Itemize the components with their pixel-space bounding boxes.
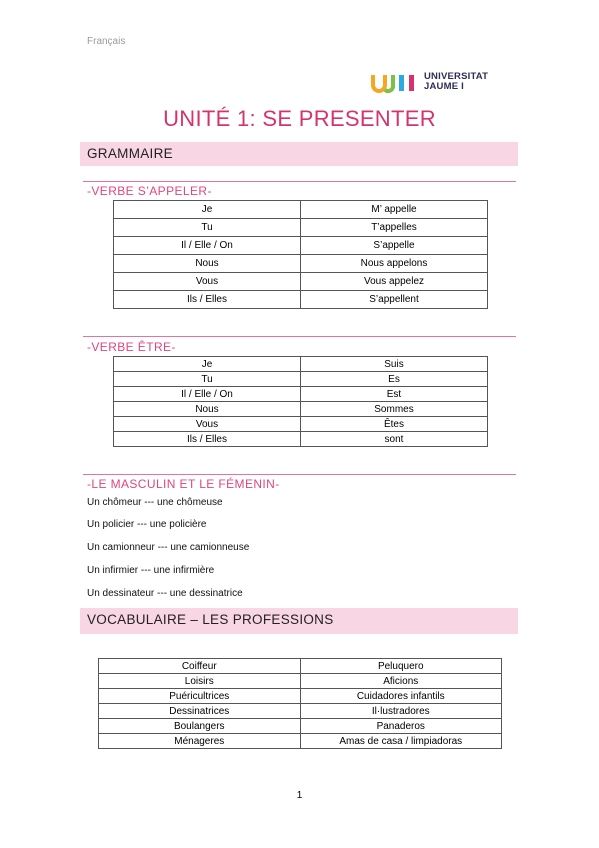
page-number: 1 — [296, 790, 303, 801]
etre-cell: Ils / Elles — [114, 432, 301, 447]
appeler-rule — [83, 181, 516, 182]
etre-row — [114, 417, 488, 432]
etre-row — [114, 402, 488, 417]
appeler-row — [114, 219, 488, 237]
etre-cell: Je — [114, 357, 301, 372]
appeler-cell: Vous appelez — [301, 273, 488, 291]
vocab-cell: Boulangers — [99, 719, 301, 734]
appeler-cell: Je — [114, 201, 301, 219]
appeler-row — [114, 237, 488, 255]
genre-rule — [83, 474, 516, 475]
genre-line: Un policier --- une policière — [87, 519, 207, 530]
appeler-table — [113, 200, 488, 309]
vocab-cell: Coiffeur — [99, 659, 301, 674]
logo-mark-icon — [371, 72, 421, 94]
etre-row — [114, 432, 488, 447]
vocab-row — [99, 674, 502, 689]
appeler-cell: T’appelles — [301, 219, 488, 237]
vocab-cell: Panaderos — [300, 719, 502, 734]
etre-cell: Il / Elle / On — [114, 387, 301, 402]
appeler-cell: Nous appelons — [301, 255, 488, 273]
etre-rule — [83, 336, 516, 337]
header-language: Français — [87, 36, 126, 47]
etre-cell: Sommes — [301, 402, 488, 417]
vocab-row — [99, 689, 502, 704]
genre-line: Un dessinateur --- une dessinatrice — [87, 588, 243, 599]
appeler-cell: M’ appelle — [301, 201, 488, 219]
vocab-cell: Dessinatrices — [99, 704, 301, 719]
vocab-cell: Il·lustradores — [300, 704, 502, 719]
logo-line-2: JAUME I — [424, 81, 464, 92]
vocab-section-header — [80, 608, 518, 634]
appeler-row — [114, 273, 488, 291]
appeler-cell: Nous — [114, 255, 301, 273]
appeler-cell: Tu — [114, 219, 301, 237]
genre-heading: -LE MASCULIN ET LE FÉMENIN- — [87, 477, 280, 491]
university-logo — [371, 72, 501, 94]
etre-cell: Est — [301, 387, 488, 402]
etre-cell: Vous — [114, 417, 301, 432]
vocab-row — [99, 719, 502, 734]
vocab-cell: Peluquero — [300, 659, 502, 674]
vocab-cell: Aficions — [300, 674, 502, 689]
vocab-cell: Loisirs — [99, 674, 301, 689]
etre-cell: Tu — [114, 372, 301, 387]
etre-cell: Es — [301, 372, 488, 387]
etre-row — [114, 387, 488, 402]
appeler-row — [114, 255, 488, 273]
appeler-cell: Vous — [114, 273, 301, 291]
vocab-cell: Ménageres — [99, 734, 301, 749]
etre-row — [114, 357, 488, 372]
appeler-cell: S’appelle — [301, 237, 488, 255]
page-title: UNITÉ 1: SE PRESENTER — [163, 106, 436, 131]
vocab-row — [99, 734, 502, 749]
appeler-cell: S’appellent — [301, 291, 488, 309]
logo-line-1: UNIVERSITAT — [424, 71, 489, 82]
vocab-row — [99, 704, 502, 719]
vocab-table — [98, 658, 502, 749]
genre-line: Un infirmier --- une infirmière — [87, 565, 215, 576]
genre-line: Un chômeur --- une chômeuse — [87, 497, 223, 508]
vocab-cell: Cuidadores infantils — [300, 689, 502, 704]
vocab-row — [99, 659, 502, 674]
etre-table — [113, 356, 488, 447]
etre-cell: Nous — [114, 402, 301, 417]
etre-cell: Suis — [301, 357, 488, 372]
appeler-row — [114, 291, 488, 309]
appeler-heading: -VERBE S’APPELER- — [87, 184, 212, 198]
appeler-cell: Ils / Elles — [114, 291, 301, 309]
vocab-heading: VOCABULAIRE – LES PROFESSIONS — [87, 612, 334, 627]
vocab-cell: Puéricultrices — [99, 689, 301, 704]
appeler-cell: Il / Elle / On — [114, 237, 301, 255]
etre-heading: -VERBE ÊTRE- — [87, 340, 176, 354]
vocab-cell: Amas de casa / limpiadoras — [300, 734, 502, 749]
genre-line: Un camionneur --- une camionneuse — [87, 542, 250, 553]
grammar-section-header — [80, 142, 518, 166]
etre-row — [114, 372, 488, 387]
etre-cell: Êtes — [301, 417, 488, 432]
appeler-row — [114, 201, 488, 219]
grammar-heading: GRAMMAIRE — [87, 146, 173, 161]
etre-cell: sont — [301, 432, 488, 447]
